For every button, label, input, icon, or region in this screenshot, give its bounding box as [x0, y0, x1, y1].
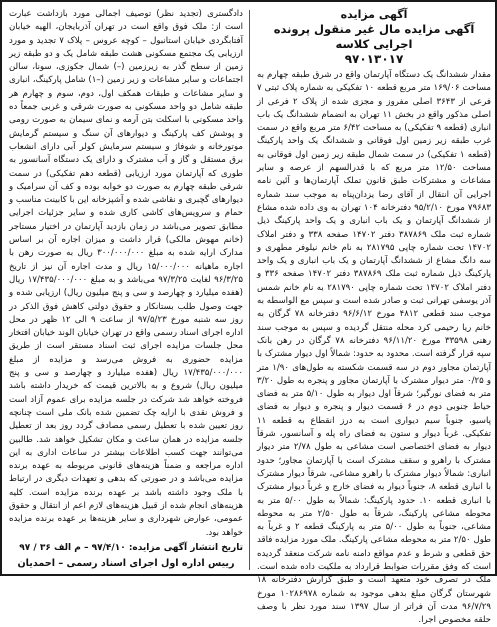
signature-line: رییس اداره اول اجرای اسناد رسمی – احمدیان [17, 557, 235, 569]
notice-right-column [253, 6, 493, 626]
notice-kicker: آگهی مزایده [340, 8, 408, 21]
publication-date-line: تاریخ انتشار آگهی مزایده: ۹۷/۴/۱۰ – م الف ۳۶ / ۹۷ [19, 542, 243, 553]
column-divider [249, 10, 250, 570]
property-description-text: مقدار ششدانگ یک دستگاه آپارتمان واقع در شرق طبقه چهارم به مساحت ۱۶۹/۰۶ متر مربع قطعه ۱۰ تفکیکی به شماره پلاک ثبتی ۷ فرعی از ۳۶۴۳ اصلی مفروز و مجزی شده از پلاک ۲ فرعی از اصلی مذکور واقع در بخش ۱۱ تهران به انضمام ششدانگ یک باب انباری (قطعه ۹ تفکیکی) به مساحت ۶/۴۲ متر مربع واقع در سمت غرب طبقه زیر زمین اول فوقانی و ششدانگ یک واحد پارکینگ (قطعه ۱ تفکیکی) در سمت شمال طبقه زیر زمین اول فوقانی به مساحت ۱۲/۵۰ متر مربع که با قدرالسهم از عرصه و سایر مشاعات و مشترکات طبق قانون تملک آپارتمان‌ها و آئین نامه اجرایی آن انتقال از آقای رضا یزدان‌پناه به موجب سند شماره ۷۹۶۸۳ مورخ ۹۵/۲/۱۰ دفترخانه ۱۰۴ تهران به وی داده شده مشاع از ششدانگ آپارتمان و یک باب انباری و یک واحد پارکینگ ذیل شماره ثبت ملک ۳۸۷۸۶۹ دفتر ۱۴۷۰۲ صفحه ۳۳۸ و دفتر املاک ۱۴۷۰۲ تحت شماره چاپی ۲۸۱۷۹۵ به نام خانم نیلوفر مطهری و سه دانگ مشاع از ششدانگ آپارتمان و یک باب انباری و یک واحد پارکینگ ذیل شماره ثبت ملک ۳۸۷۸۶۹ دفتر ۱۴۷۰۲ صفحه ۳۳۶ و دفتر املاک ۱۴۷۰۲ تحت شماره چاپی ۲۸۱۷۹۰ به نام خانم شمس آذر یوسفی تهرانی ثبت و صادر شده است و سپس مع الواسطه به موجب سند قطعی ۴۸۱۲ مورخ ۹۶/۶/۱۲ دفترخانه ۷۸ گرگان به خانم ریا رحیمی کرد محله منتقل گردیده و سپس به موجب سند رهنی ۳۳۵۹۸ مورخ ۹۶/۱۱/۲۰ دفترخانه ۷۸ گرگان در رهن بانک سپه قرار گرفته است. محدود به حدود: شمالاً اول دیوار مشترک با آپارتمان مجاور دوم در سه قسمت شکسته به طول‌های ۱/۹۰ متر و ۰/۲۵ متر دیوار مشترک با آپارتمان مجاور و پنجره به طول ۳/۲۰ متر به فضای نورگیر؛ شرقاً اول دیوار به طول ۵/۱۰ متر به فضای حیاط جنوبی دوم در ۶ قسمت دیوار و پنجره و دیوار به فضای پاسیو، جنوباً سیم دیواری است به درز انقطاع به قطعه ۱۱ تفکیکی. غرباً دیوار و ستون به فضای راه پله و آسانسور، شرقاً دیوار به فضای اختصاصی است مشاعی به طول ۲/۷۸ متر دیوار مشترک با راهرو و سقف مشترک است با آپارتمان مجاور؛ حدود انباری: شمالاً دیوار مشترک با راهرو مشاعی، شرقاً دیوار مشترک با انباری قطعه ۸، جنوباً دیوار به فضای خارج و غرباً دیوار مشترک با انباری قطعه ۱۰. حدود پارکینگ: شمالاً به طول ۵/۰۰ متر به محوطه مشاعی پارکینگ، شرقاً به طول ۲/۵۰ متر به محوطه مشاعی، جنوباً به طول ۵/۰۰ متر به پارکینگ قطعه ۲ و غرباً به طول ۲/۵۰ متر به محوطه مشاعی پارکینگ. ملک مورد مزایده فاقد حق قطعی و شرط و عدم مواقع دامنه نامه شرکت منعقد گردیده است که وفق مقررات ضوابط قرارداد به ملکیت داده شده است. ملک در تصرف خود متعهد است و طبق گزارش دفترخانه ۱۸ شهرستان گرگان مبلغ بدهی موجود به شماره ۱۰۲۸۶۹۷۸ مورخ ۹۶/۷/۲۹ مدت آن فراتر از سال ۱۳۹۷ سند مورد نظر با وصف حلقه مخصوص اجرا. [257, 70, 492, 626]
notice-left-column [7, 6, 247, 572]
notice-title: آگهی مزایده مال غیر منقول پرونده اجرایی کلاسه [273, 22, 475, 51]
case-number: ۹۷۰۱۳۰۱۷ [344, 52, 404, 66]
auction-terms-text: دادگستری (تجدید نظر) توصیف اجمالی مورد بازداشت عبارت است از: ملک فوق واقع است در تهران آذربایجان، الهیه خیابان آفتابگردی خیابان استانبول – کوچه عروس – پلاک ۷ تجدید و مورد ارزیابی یک مجتمع مسکونی هشت طبقه شامل یک و دو طبقه زیر زمین از سطح گذر به زیرزمین (–) شمال جکوزی، سونا، سالن اجتماعات و سایر مشاعات و زیر زمین (–۱) شامل پارکینگ، انباری و سایر مشاعات و طبقات همکف اول، دوم، سوم و چهارم هر طبقه شامل دو واحد مسکونی به صورت شرقی و غربی جمعاً ده واحد مسکونی با اسکلت بتن آرمه و نمای سیمان به صورت رومی و پوشش کف پارکینگ و دیوارهای آن سنگ و سیستم گرمایش موتورخانه و شوفاژ و سیستم سرمایش کولر آبی دارای انشعاب برق مستقل و گاز و آب مشترک و دارای یک دستگاه آسانسور به طوری که آپارتمان مورد ارزیابی (قطعه دهم تفکیکی) در سمت شرقی طبقه چهارم به صورت دو خوابه بوده و کف آن سرامیک و دیوارهای گچبری و نقاشی شده و آشپزخانه این با کابینت مناسب و حمام و سرویس‌های کاشی کاری شده و سایر جزئیات اجرایی مطابق تصویر می‌باشد در زمان بازدید آپارتمان در اختیار مستاجر (خانم مهوش مالکی) قرار داشت و میزان اجاره آن بر اساس مدارک ارایه شده به مبلغ ۳۰۰/۰۰۰/۰۰۰ ریال به صورت رهن با اجاره ماهیانه ۱۵/۰۰۰/۰۰۰ ریال و مدت اجاره آن نیز از تاریخ ۹۶/۳/۲۵ لغایت ۹۷/۳/۲۵ می‌باشد و به مبلغ ۱۷/۴۳۵/۰۰۰/۰۰۰ ریال (هفده میلیارد و چهارصد و سی و پنج میلیون ریال) ارزیابی شده و جهت وصول طلب بستانکار و حقوق دولتی کاهش فوق الذکر در روز سه شنبه مورخ ۹۷/۵/۲۳ از ساعت ۹ الی ۱۲ ظهر در محل اداره اجرای اسناد رسمی واقع در تهران خیابان الوند خیابان افتخار محل جلسات مزایده اجرای ثبت اسناد مستقر است از طریق مزایده حضوری به فروش می‌رسد و مزایده از مبلغ ۱۷/۴۳۵/۰۰۰/۰۰۰ ریال (هفده میلیارد و چهارصد و سی و پنج میلیون ریال) شروع و به بالاترین قیمت که خریدار داشته باشد فروخته خواهد شد شرکت در جلسه مزایده برای عموم آزاد است و فروش نقدی با ارایه چک تضمین شده بانک ملی است چنانچه روز تعیین شده با تعطیل رسمی مصادف گردد روز بعد از تعطیل جلسه مزایده در همان ساعت و مکان تشکیل خواهد شد. طالبین می‌توانند جهت کسب اطلاعات بیشتر در ساعات اداری به این اداره مراجعه و ضمناً هزینه‌های قانونی مربوطه به عهده برنده مزایده می‌باشد و در صورتی که بدهی و تعهدات دیگری در ارتباط با ملک وجود داشته باشد بر عهده برنده مزایده است. کلیه هزینه‌های انجام شده از قبیل هزینه‌های لازم اعم از انتقال و حقوق عمومی، عوارض شهرداری و سایر هزینه‌ها بر عهده برنده مزایده خواهد بود. [9, 9, 244, 538]
